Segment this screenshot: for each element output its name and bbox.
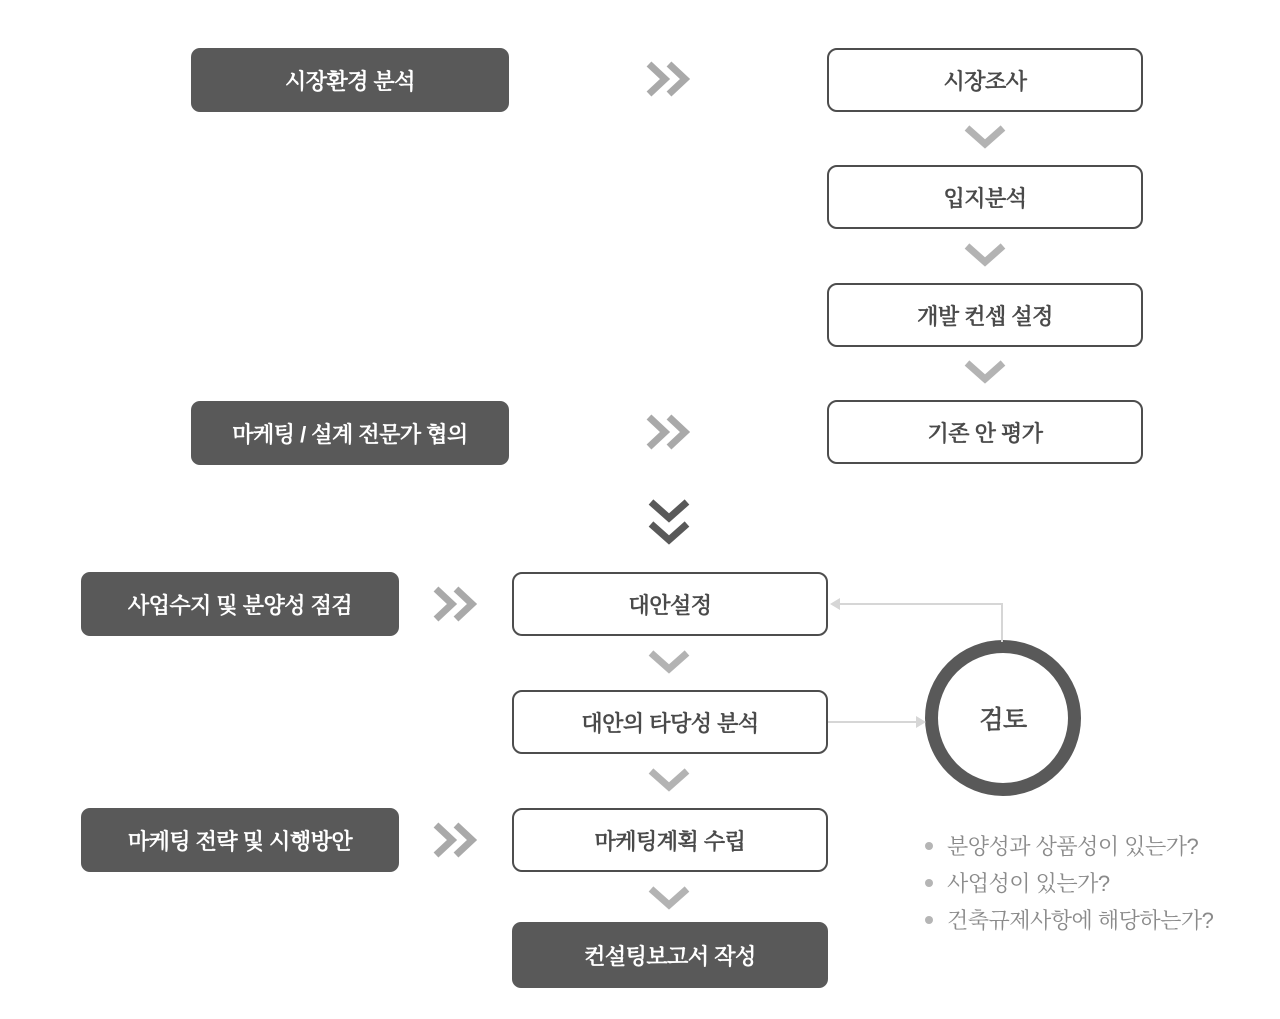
chevron-down-icon [963, 359, 1007, 385]
flow-box-label: 마케팅계획 수립 [594, 828, 746, 854]
flow-box-existing-plan-evaluation [827, 400, 1143, 464]
chevron-down-icon [963, 124, 1007, 150]
review-circle-label: 검토 [979, 706, 1027, 734]
double-chevron-right-icon [644, 61, 690, 97]
double-chevron-down-icon [647, 498, 691, 546]
flow-box-market-research [827, 48, 1143, 112]
checklist-item [925, 827, 1245, 864]
stage-box-label: 마케팅 전략 및 시행방안 [127, 828, 353, 854]
checklist-item [925, 864, 1245, 901]
flow-box-marketing-plan [512, 808, 828, 872]
review-checklist [925, 827, 1245, 938]
flow-box-label: 기존 안 평가 [927, 420, 1043, 446]
review-circle [925, 640, 1081, 796]
chevron-down-icon [963, 242, 1007, 268]
stage-box-market-environment [191, 48, 509, 112]
flow-box-alternative-setting [512, 572, 828, 636]
chevron-down-icon [647, 767, 691, 793]
checklist-item-text: 사업성이 있는가? [947, 871, 1110, 896]
stage-box-label: 마케팅 / 설계 전문가 협의 [232, 421, 468, 447]
checklist-item [925, 901, 1245, 938]
chevron-down-icon [647, 649, 691, 675]
bullet-icon [925, 879, 933, 887]
flow-box-alternative-feasibility-analysis [512, 690, 828, 754]
flow-box-label: 시장조사 [943, 68, 1027, 94]
stage-box-label: 사업수지 및 분양성 점검 [127, 592, 353, 618]
bullet-icon [925, 842, 933, 850]
stage-box-label: 컨설팅보고서 작성 [584, 943, 756, 969]
stage-box-label: 시장환경 분석 [284, 68, 416, 94]
flow-box-label: 개발 컨셉 설정 [917, 303, 1053, 329]
flow-box-label: 입지분석 [943, 185, 1027, 211]
checklist-item-text: 건축규제사항에 해당하는가? [947, 908, 1214, 933]
stage-box-business-feasibility-check [81, 572, 399, 636]
stage-box-consulting-report [512, 922, 828, 988]
flow-box-label: 대안설정 [628, 592, 712, 618]
flow-box-label: 대안의 타당성 분석 [581, 710, 759, 736]
double-chevron-right-icon [644, 414, 690, 450]
double-chevron-right-icon [431, 822, 477, 858]
feedback-arrow-to-alternative [828, 594, 1008, 644]
stage-box-expert-consultation [191, 401, 509, 465]
arrow-to-review [828, 712, 928, 732]
checklist-item-text: 분양성과 상품성이 있는가? [947, 834, 1199, 859]
chevron-down-icon [647, 885, 691, 911]
bullet-icon [925, 916, 933, 924]
stage-box-marketing-strategy [81, 808, 399, 872]
double-chevron-right-icon [431, 586, 477, 622]
flow-box-development-concept [827, 283, 1143, 347]
flow-box-location-analysis [827, 165, 1143, 229]
